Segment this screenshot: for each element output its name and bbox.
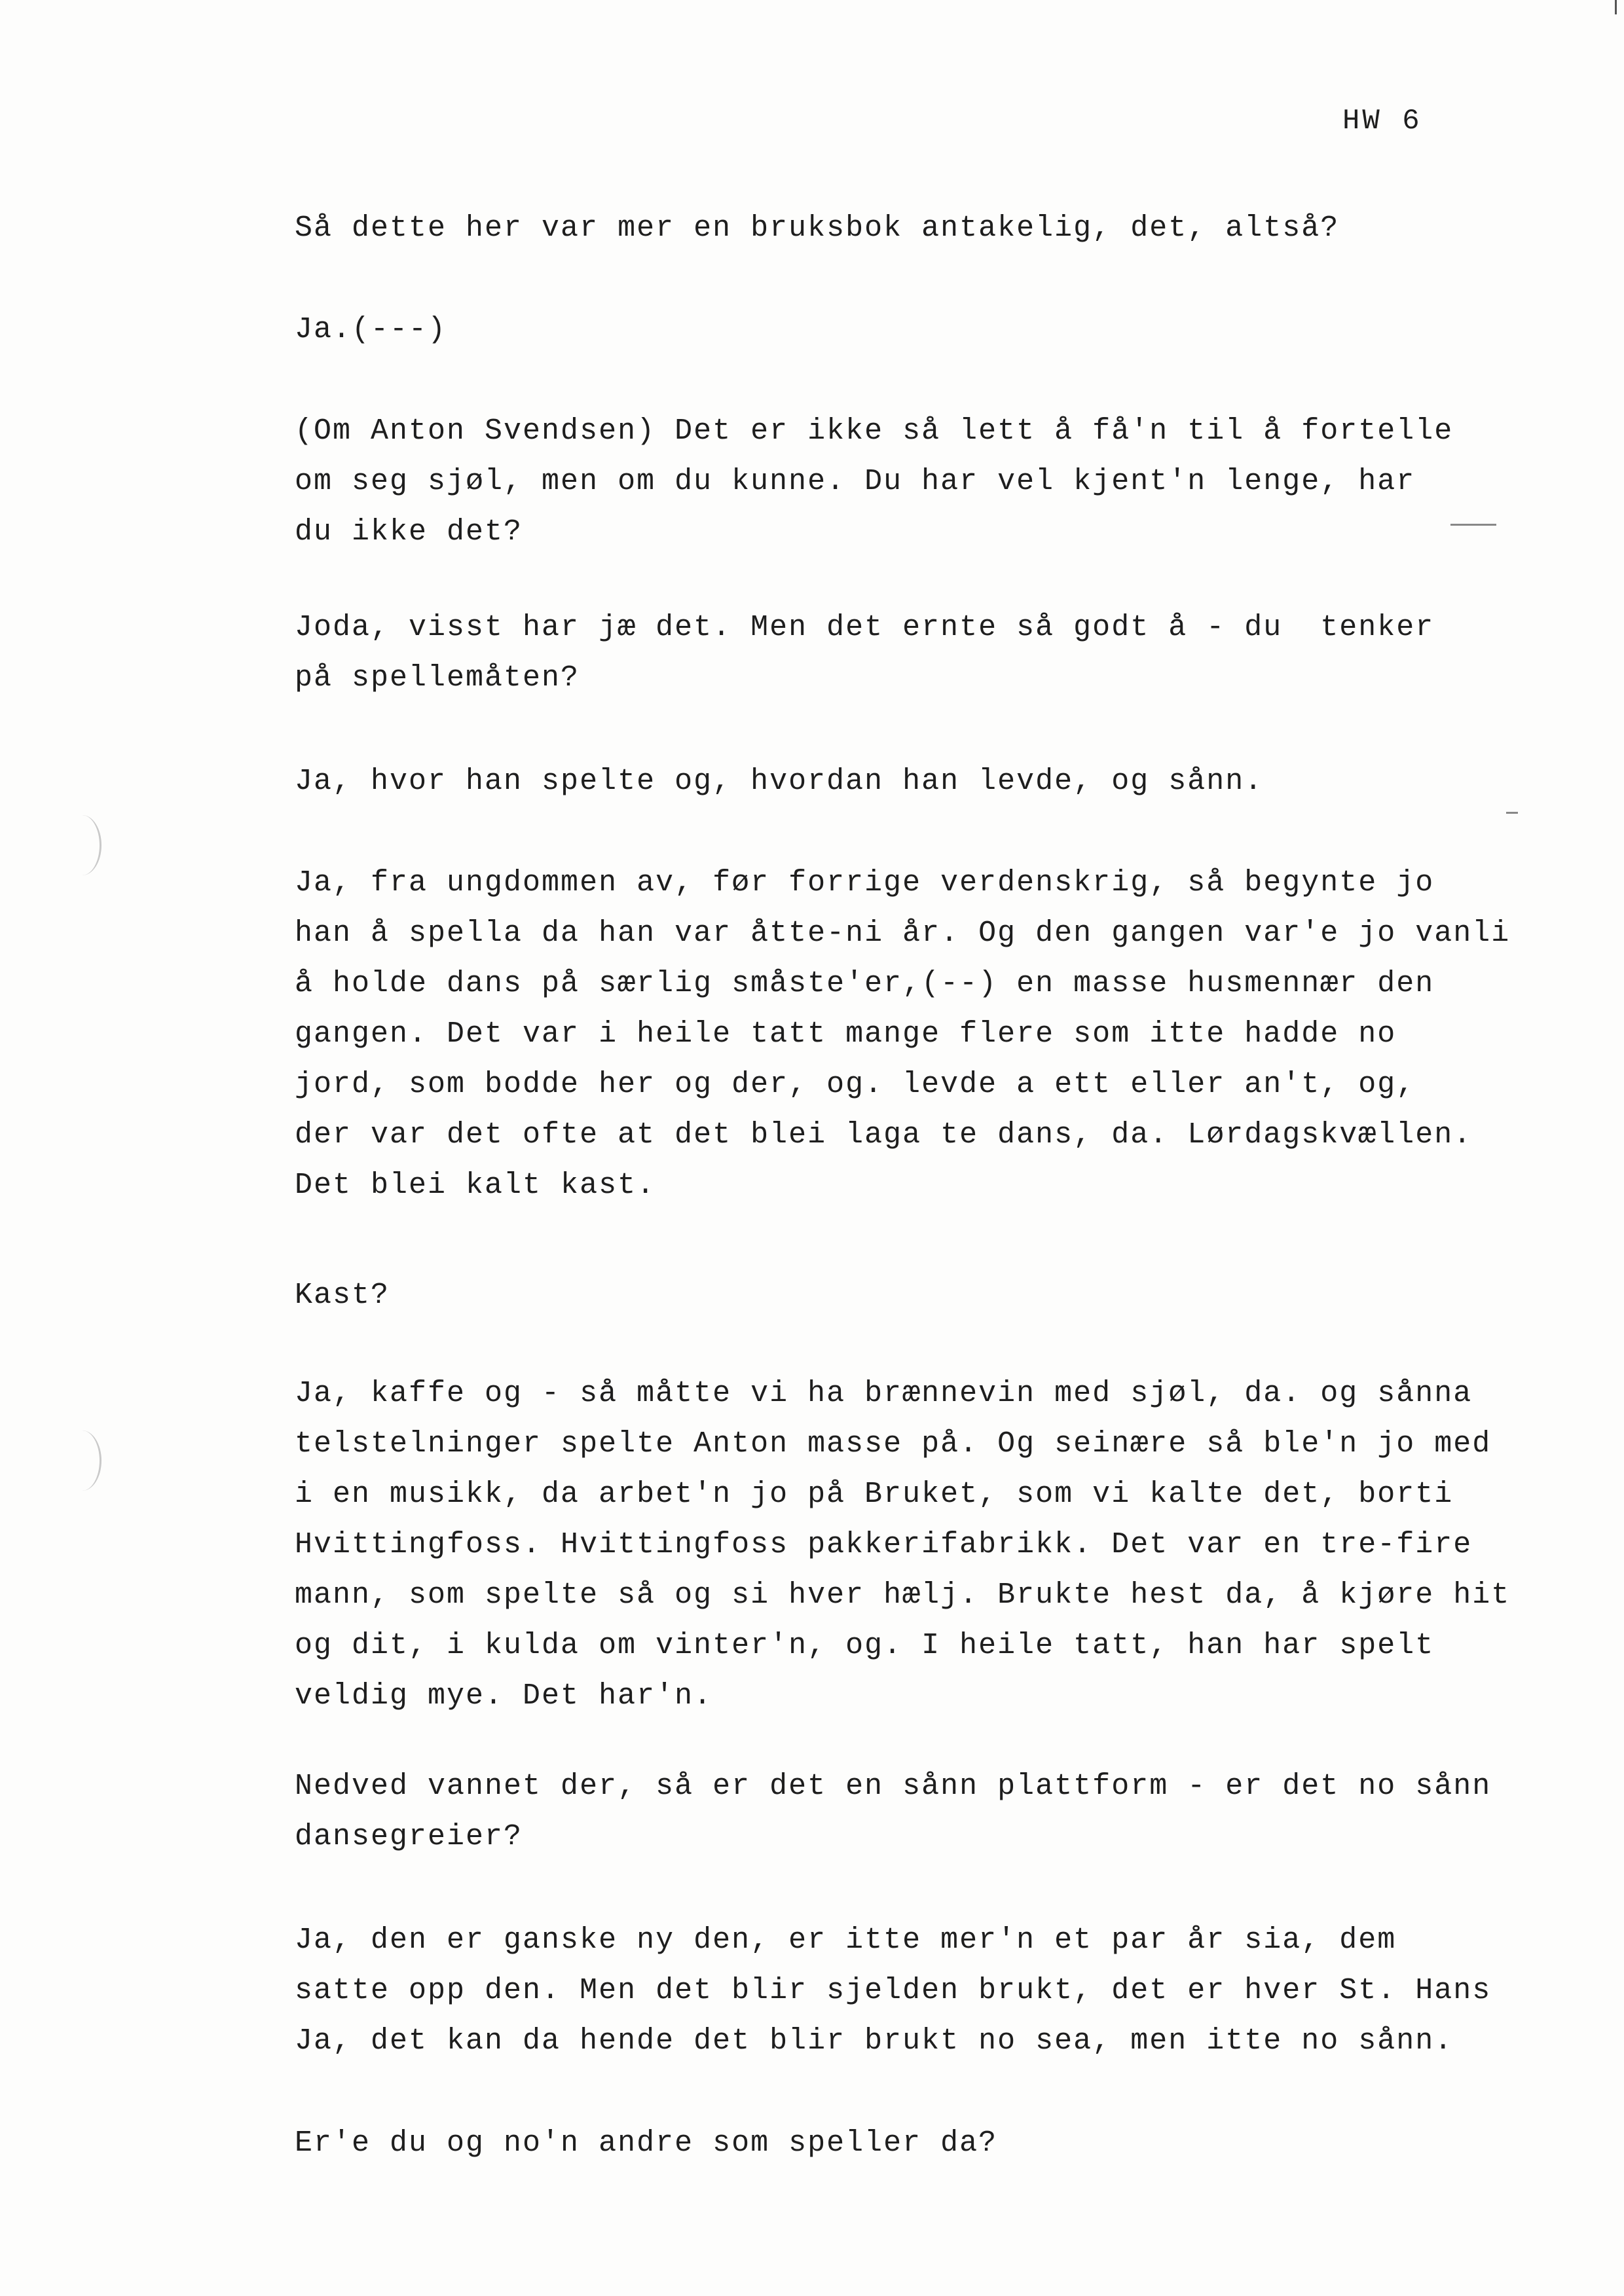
transcript-line: å holde dans på særlig småste'er,(--) en masse husmennær den [295,967,1435,1000]
page-number: HW 6 [1342,105,1422,137]
transcript-line: (Om Anton Svendsen) Det er ikke så lett å få'n til å fortelle [295,414,1454,448]
transcript-line: på spellemåten? [295,661,580,695]
transcript-line: veldig mye. Det har'n. [295,1679,713,1713]
transcript-line: Så dette her var mer en bruksbok antakelig, det, altså? [295,211,1340,245]
transcript-line: Kast? [295,1279,390,1312]
transcript-line: der var det ofte at det blei laga te dans, da. Lørdagskvællen. [295,1118,1473,1152]
transcript-line: han å spella da han var åtte-ni år. Og den gangen var'e jo vanli [295,917,1511,950]
transcript-paragraph [295,1915,1604,2066]
transcript-line: og dit, i kulda om vinter'n, og. I heile tatt, han har spelt [295,1629,1435,1662]
transcript-line: om seg sjøl, men om du kunne. Du har vel kjent'n lenge, har [295,465,1416,498]
transcript-line: Ja, fra ungdommen av, før forrige verdenskrig, så begynte jo [295,866,1435,900]
transcript-line: satte opp den. Men det blir sjelden brukt, det er hver St. Hans [295,1974,1492,2007]
transcript-line: Ja, det kan da hende det blir brukt no sea, men itte no sånn. [295,2024,1454,2058]
transcript-line: Ja, kaffe og - så måtte vi ha brænnevin med sjøl, da. og sånna [295,1377,1473,1410]
transcript-line: jord, som bodde her og der, og. levde a ett eller an't, og, [295,1068,1416,1101]
transcript-paragraph [295,1270,1604,1321]
transcript-line: Ja.(---) [295,313,447,346]
transcript-line: Joda, visst har jæ det. Men det ernte så godt å - du tenker [295,611,1435,644]
transcript-line: telstelninger spelte Anton masse på. Og seinære så ble'n jo med [295,1427,1492,1461]
transcript-line: Hvittingfoss. Hvittingfoss pakkerifabrikk. Det var en tre-fire [295,1528,1473,1561]
transcript-line: dansegreier? [295,1820,523,1853]
transcript-paragraph [295,1761,1604,1862]
transcript-paragraph [295,1368,1604,1721]
transcript-paragraph [295,602,1604,703]
transcript-paragraph [295,203,1604,253]
transcript-paragraph [295,406,1604,557]
transcript-line: Nedved vannet der, så er det en sånn plattform - er det no sånn [295,1770,1492,1803]
transcript-line: Ja, den er ganske ny den, er itte mer'n et par år sia, dem [295,1923,1397,1957]
transcript-line: Er'e du og no'n andre som speller da? [295,2126,998,2160]
transcript-paragraph [295,756,1604,807]
transcript-line: mann, som spelte så og si hver hælj. Brukte hest da, å kjøre hit [295,1578,1511,1612]
transcript-paragraph [295,2118,1604,2168]
transcript-paragraph [295,858,1604,1211]
transcript-line: Ja, hvor han spelte og, hvordan han levde, og sånn. [295,765,1264,798]
transcript-line: du ikke det? [295,515,523,549]
transcript-paragraph [295,304,1604,355]
edge-mark [1615,0,1617,14]
transcript-line: Det blei kalt kast. [295,1169,656,1202]
transcript-line: i en musikk, da arbet'n jo på Bruket, som vi kalte det, borti [295,1478,1454,1511]
ink-smudge [1506,812,1518,814]
transcript-line: gangen. Det var i heile tatt mange flere som itte hadde no [295,1017,1397,1051]
punch-hole-top [63,815,101,875]
punch-hole-bottom [63,1430,101,1491]
